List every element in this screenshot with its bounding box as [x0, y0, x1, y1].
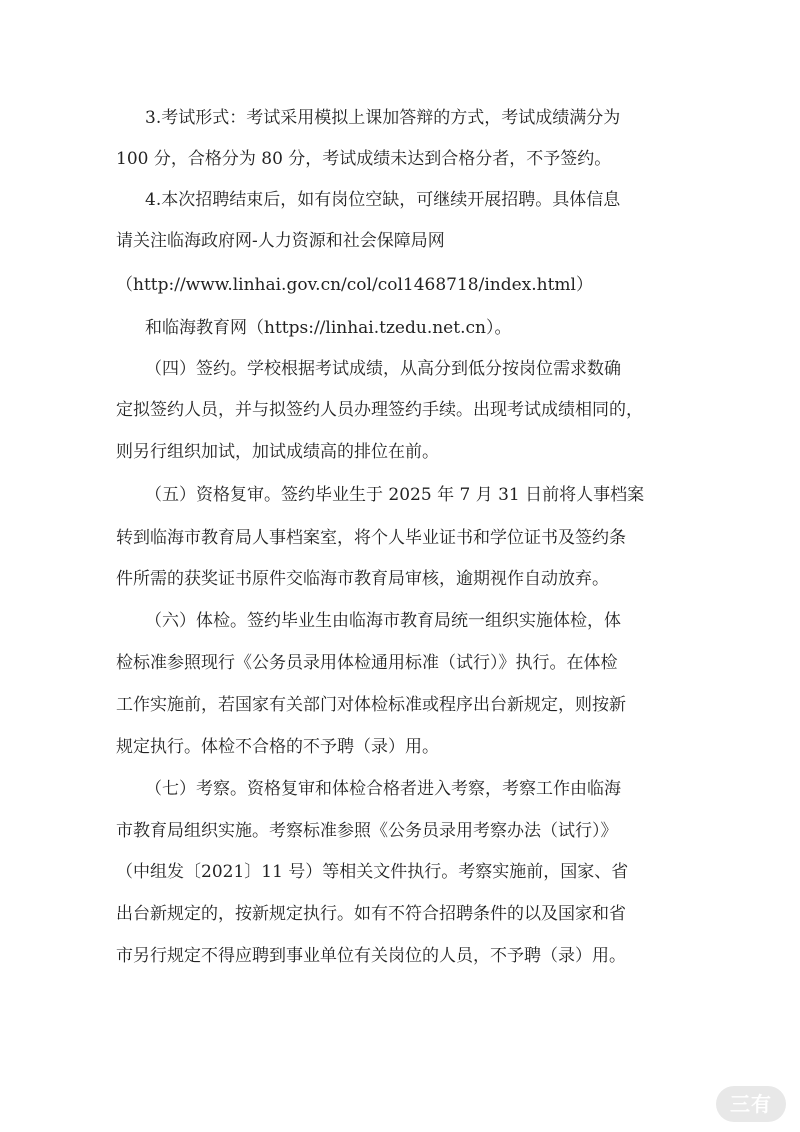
text-line: 市教育局组织实施。考察标准参照《公务员录用考察办法（试行）》 — [116, 821, 618, 841]
text-line: 则另行组织加试，加试成绩高的排位在前。 — [116, 442, 439, 462]
text-line: （五）资格复审。签约毕业生于 2025 年 7 月 31 日前将人事档案 — [145, 485, 645, 505]
text-line: 市另行规定不得应聘到事业单位有关岗位的人员，不予聘（录）用。 — [116, 946, 626, 966]
text-line: 3.考试形式：考试采用模拟上课加答辩的方式，考试成绩满分为 — [145, 108, 621, 128]
text-line: 4.本次招聘结束后，如有岗位空缺，可继续开展招聘。具体信息 — [145, 190, 621, 210]
text-line: 100 分，合格分为 80 分，考试成绩未达到合格分者，不予签约。 — [116, 149, 612, 169]
text-line: 和临海教育网（https://linhai.tzedu.net.cn）。 — [145, 318, 512, 338]
text-line: （七）考察。资格复审和体检合格者进入考察，考察工作由临海 — [145, 779, 621, 799]
text-line: （六）体检。签约毕业生由临海市教育局统一组织实施体检，体 — [145, 611, 621, 631]
text-line: 定拟签约人员，并与拟签约人员办理签约手续。出现考试成绩相同的， — [116, 400, 643, 420]
text-line: （四）签约。学校根据考试成绩，从高分到低分按岗位需求数确 — [145, 359, 621, 379]
url-line: （http://www.linhai.gov.cn/col/col1468718/index.html） — [116, 275, 593, 295]
text-line: 请关注临海政府网-人力资源和社会保障局网 — [116, 231, 445, 251]
text-line: 出台新规定的，按新规定执行。如有不符合招聘条件的以及国家和省 — [116, 904, 626, 924]
text-line: 检标准参照现行《公务员录用体检通用标准（试行）》执行。在体检 — [116, 653, 618, 673]
text-line: 转到临海市教育局人事档案室，将个人毕业证书和学位证书及签约条 — [116, 528, 626, 548]
text-line: 规定执行。体检不合格的不予聘（录）用。 — [116, 737, 439, 757]
text-line: 件所需的获奖证书原件交临海市教育局审核，逾期视作自动放弃。 — [116, 569, 609, 589]
watermark-badge: 三有 — [716, 1086, 786, 1122]
text-line: （中组发〔2021〕11 号）等相关文件执行。考察实施前，国家、省 — [116, 862, 629, 882]
text-line: 工作实施前，若国家有关部门对体检标准或程序出台新规定，则按新 — [116, 695, 626, 715]
